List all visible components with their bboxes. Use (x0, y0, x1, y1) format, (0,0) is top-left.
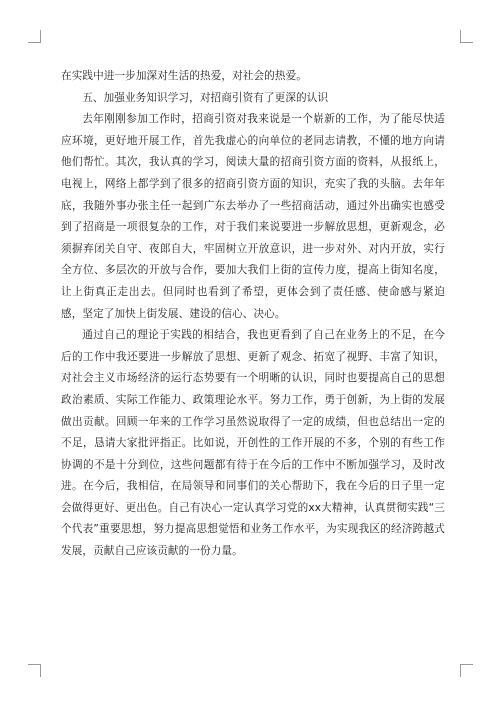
crop-mark-top-right (460, 30, 473, 43)
paragraph-continued: 在实践中进一步加深对生活的热爱，对社会的热爱。 (61, 70, 307, 82)
document-body (61, 66, 445, 563)
crop-mark-bottom-left (28, 664, 41, 677)
crop-mark-bottom-right (460, 664, 473, 677)
crop-mark-top-left (28, 30, 41, 43)
paragraph: 去年刚刚参加工作时，招商引资对我来说是一个崭新的工作，为了能尽快适应环境，更好地开展工作，首先我虚心的向单位的老同志请教，不懂的地方向请他们帮忙。其次，我认真的学习，阅读大量的招商引资方面的资料，从报纸上，电视上，网络上都学到了很多的招商引资方面的知识，充实了我的头脑。去年年底，我随外事办张主任一起到广东去举办了一些招商活动，通过外出确实也感受到了招商是一项很复杂的工作，对于我们来说要进一步解放思想，更新观念，必须摒弃闭关自守、夜郎自大，牢固树立开放意识，进一步对外、对内开放，实行全方位、多层次的开放与合作，要加大我们上街的宣传力度，提高上街知名度，让上街真正走出去。但同时也看到了希望，更体会到了责任感、使命感与紧迫感，坚定了加快上街发展、建设的信心、决心。 (61, 113, 445, 320)
section-heading: 五、加强业务知识学习，对招商引资有了更深的认识 (82, 91, 329, 104)
paragraph: 通过自己的理论于实践的相结合，我也更看到了自己在业务上的不足，在今后的工作中我还要进一步解放了思想、更新了观念、拓宽了视野、丰富了知识，对社会主义市场经济的运行态势要有一个明晰的认识，同时也要提高自己的思想政治素质、实际工作能力、政策理论水平。努力工作，勇于创新，为上街的发展做出贡献。回顾一年来的工作学习虽然说取得了一定的成绩，但也总结出一定的不足，恳请大家批评指正。比如说，开创性的工作开展的不多，个别的有些工作协调的不是十分到位，这些问题都有待于在今后的工作中不断加强学习，及时改进。在今后，我相信，在局领导和同事们的关心帮助下，我在今后的日子里一定会做得更好、更出色。自己有决心一定认真学习党的xx大精神，认真贯彻实践“三个代表”重要思想，努力提高思想觉悟和业务工作水平，为实现我区的经济跨越式发展，贡献自己应该贡献的一份力量。 (61, 329, 445, 558)
